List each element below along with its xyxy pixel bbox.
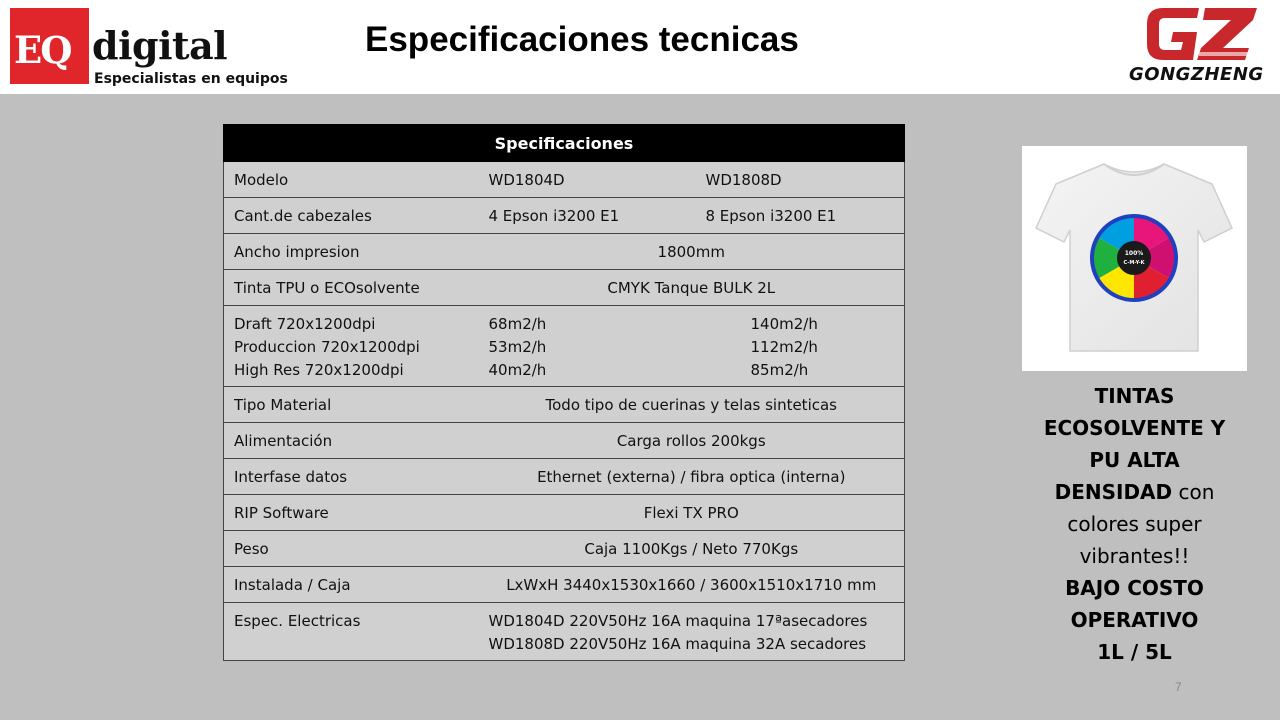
page-number: 7 — [1175, 680, 1182, 694]
promo-text: vibrantes!! — [1079, 544, 1190, 568]
promo-bold: OPERATIVO — [1070, 608, 1199, 632]
row-label: Tinta TPU o ECOsolvente — [224, 270, 479, 306]
row-value: WD1808D — [696, 162, 905, 198]
table-heading: Specificaciones — [224, 125, 905, 162]
table-row — [224, 198, 905, 234]
row-label: RIP Software — [224, 495, 479, 531]
ink-promo-text — [1022, 380, 1247, 668]
row-value: Todo tipo de cuerinas y telas sinteticas — [479, 387, 905, 423]
electric-line: WD1804D 220V50Hz 16A maquina 17ªasecadores — [488, 612, 868, 630]
promo-bold: DENSIDAD — [1054, 480, 1173, 504]
row-value: 4 Epson i3200 E1 — [479, 198, 696, 234]
row-label: Cant.de cabezales — [224, 198, 479, 234]
cmyk-wheel — [1092, 216, 1176, 300]
row-value: LxWxH 3440x1530x1660 / 3600x1510x1710 mm — [479, 567, 905, 603]
logo-word: digital — [92, 23, 228, 68]
table-row — [224, 387, 905, 423]
electric-values — [479, 603, 905, 661]
speed-label: High Res 720x1200dpi — [234, 360, 404, 379]
gz-mark-icon — [1141, 2, 1261, 64]
row-value: CMYK Tanque BULK 2L — [479, 270, 905, 306]
table-row — [224, 234, 905, 270]
speed-value: 53m2/h — [488, 337, 547, 356]
speed-value: 40m2/h — [488, 360, 547, 379]
table-row — [224, 495, 905, 531]
speed-labels — [224, 306, 479, 387]
speed-value: 85m2/h — [750, 360, 809, 379]
badge-line1: 100% — [1124, 250, 1144, 257]
eqdigital-logo — [10, 8, 290, 88]
row-value: Caja 1100Kgs / Neto 770Kgs — [479, 531, 905, 567]
table-header-row — [224, 125, 905, 162]
table-row — [224, 423, 905, 459]
table-row — [224, 459, 905, 495]
electric-line: WD1808D 220V50Hz 16A maquina 32A secadores — [488, 635, 867, 653]
row-label: Tipo Material — [224, 387, 479, 423]
header-bar — [0, 0, 1280, 94]
speed-value: 140m2/h — [750, 314, 818, 333]
row-label: Peso — [224, 531, 479, 567]
promo-bold: PU ALTA — [1089, 448, 1180, 472]
table-row — [224, 531, 905, 567]
tshirt-image — [1022, 146, 1247, 371]
speed-col2 — [696, 306, 905, 387]
specifications-table — [223, 124, 905, 661]
row-value: Ethernet (externa) / fibra optica (interna) — [479, 459, 905, 495]
badge-line2: C-M-Y-K — [1123, 260, 1145, 266]
table-row — [224, 270, 905, 306]
speed-col1 — [479, 306, 696, 387]
row-label: Instalada / Caja — [224, 567, 479, 603]
row-value: 1800mm — [479, 234, 905, 270]
row-value: Carga rollos 200kgs — [479, 423, 905, 459]
table-row-speed — [224, 306, 905, 387]
slide-title: Especificaciones tecnicas — [365, 20, 799, 59]
promo-bold: TINTAS — [1094, 384, 1175, 408]
tshirt-icon — [1022, 146, 1247, 371]
promo-text: colores super — [1067, 512, 1202, 536]
logo-box-text: EQ — [14, 28, 71, 72]
row-value: 8 Epson i3200 E1 — [696, 198, 905, 234]
row-label: Ancho impresion — [224, 234, 479, 270]
row-label: Modelo — [224, 162, 479, 198]
row-value: Flexi TX PRO — [479, 495, 905, 531]
table-row — [224, 162, 905, 198]
speed-label: Produccion 720x1200dpi — [234, 337, 420, 356]
row-label: Espec. Electricas — [224, 603, 479, 661]
gongzheng-logo — [1123, 0, 1280, 92]
speed-value: 68m2/h — [488, 314, 547, 333]
logo-red-box — [10, 8, 89, 84]
promo-bold: 1L / 5L — [1097, 640, 1172, 664]
speed-value: 112m2/h — [750, 337, 818, 356]
table-row-electric — [224, 603, 905, 661]
promo-bold: BAJO COSTO — [1065, 576, 1204, 600]
row-label: Alimentación — [224, 423, 479, 459]
row-value: WD1804D — [479, 162, 696, 198]
brand-name: GONGZHENG — [1129, 64, 1264, 85]
promo-bold: ECOSOLVENTE Y — [1043, 416, 1226, 440]
promo-text: con — [1172, 480, 1215, 504]
logo-tagline: Especialistas en equipos — [94, 71, 288, 87]
row-label: Interfase datos — [224, 459, 479, 495]
table-row — [224, 567, 905, 603]
speed-label: Draft 720x1200dpi — [234, 314, 376, 333]
